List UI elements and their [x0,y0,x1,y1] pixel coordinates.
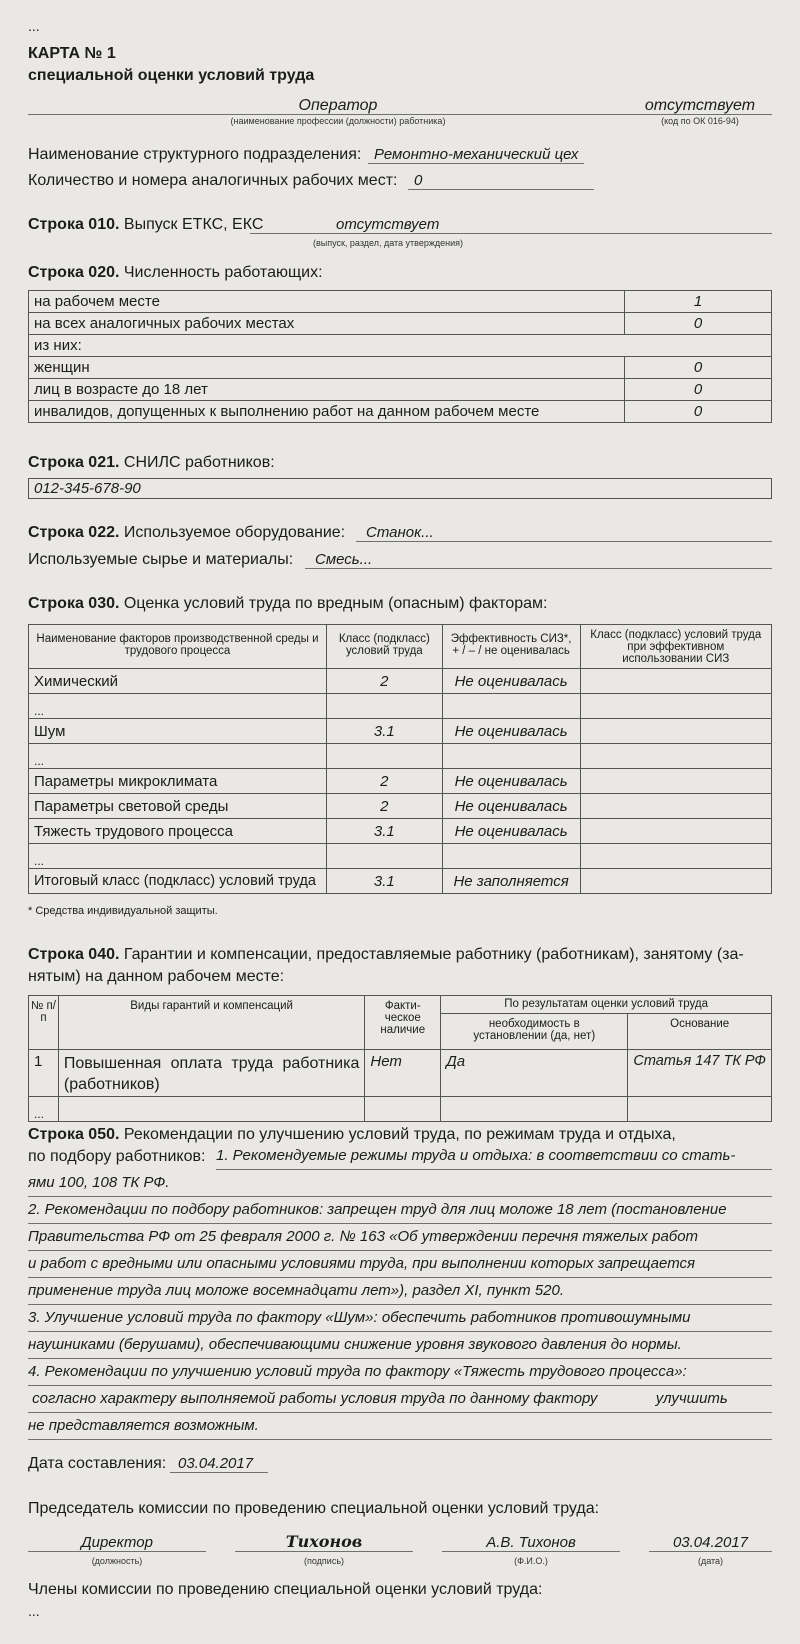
row-020-number: Строка 020. [28,264,120,281]
chairman-name[interactable]: А.В. Тихонов [442,1534,620,1552]
factor-name: Химический [29,669,327,694]
workers-row-label: инвалидов, допущенных к выполнению работ на данном рабочем месте [29,401,625,423]
workers-row-label: на всех аналогичных рабочих местах [29,313,625,335]
factor-name: Тяжесть трудового процесса [29,819,327,844]
table-row [29,794,772,819]
chairman-date-caption: (дата) [697,1556,724,1566]
guarantee-kind: Повышенная оплата труда работника (работников) [58,1050,365,1097]
materials-label: Используемые сырье и материалы: [28,551,294,568]
factor-class[interactable] [326,694,442,719]
guarantee-need[interactable]: Да [441,1050,628,1097]
workers-row-label: из них: [29,335,772,357]
factor-name: Шум [29,719,327,744]
row-040-text: Гарантии и компенсации, предоставляемые работнику (работникам), занятому (за- [123,946,744,963]
document-title: КАРТА № 1 [28,45,116,62]
row-010-number: Строка 010. [28,216,120,233]
row-020-label [28,264,323,282]
snils-field[interactable]: 012-345-678-90 [28,478,772,499]
guarantee-basis[interactable] [628,1097,772,1122]
factor-class-siz[interactable] [580,744,771,769]
factor-class[interactable]: 2 [326,669,442,694]
row-021-text: СНИЛС работников: [123,454,275,471]
factor-class-siz[interactable] [580,844,771,869]
table-row [29,669,772,694]
factor-class[interactable]: 3.1 [326,819,442,844]
workers-row-label: лиц в возрасте до 18 лет [29,379,625,401]
header-num: № п/п [29,996,59,1050]
recommendation-line[interactable]: применение труда лиц моложе восемнадцати лет»), раздел XI, пункт 520. [28,1279,772,1305]
factor-class[interactable]: 2 [326,794,442,819]
header-basis: Основание [628,1014,772,1050]
table-row [29,401,772,423]
factor-class[interactable] [326,744,442,769]
chairman-position-caption: (должность) [91,1556,143,1566]
row-050-number: Строка 050. [28,1126,120,1143]
header-kind: Виды гарантий и компенсаций [58,996,365,1050]
row-010-value[interactable]: отсутствует [250,216,772,234]
recommendation-line[interactable]: 2. Рекомендации по подбору работников: запрещен труд для лиц моложе 18 лет (постановление [28,1198,772,1224]
profession-code-value[interactable]: отсутствует [644,97,756,114]
profession-value[interactable]: Оператор [298,97,378,114]
recommendation-line[interactable]: ями 100, 108 ТК РФ. [28,1171,772,1197]
workers-row-label: женщин [29,357,625,379]
row-040-label [28,946,772,964]
table-row [29,313,772,335]
factor-efficiency[interactable]: Не оценивалась [442,794,580,819]
table-row [29,1050,772,1097]
guarantee-need[interactable] [441,1097,628,1122]
row-022-number: Строка 022. [28,524,120,541]
row-022-text: Используемое оборудование: [123,524,346,541]
workers-row-value[interactable]: 1 [625,291,772,313]
factor-name: Итоговый класс (подкласс) условий труда [29,869,327,894]
materials-value[interactable]: Смесь... [305,551,772,569]
document-subtitle: специальной оценки условий труда [28,67,315,84]
workers-row-value[interactable]: 0 [625,357,772,379]
factors-header-row [29,625,772,669]
analog-places-value[interactable]: 0 [408,172,594,190]
row-010-caption: (выпуск, раздел, дата утверждения) [312,238,464,248]
factor-name: Параметры световой среды [29,794,327,819]
guarantee-num: 1 [29,1050,59,1097]
factor-class-siz[interactable] [580,794,771,819]
ellipsis-top: ... [28,18,40,34]
chairman-signature-caption: (подпись) [303,1556,345,1566]
recommendation-line[interactable]: и работ с вредными или опасными условиями труда, при выполнении которых запрещается [28,1252,772,1278]
table-row [29,694,772,719]
chairman-name-caption: (Ф.И.О.) [514,1556,548,1566]
table-row [29,769,772,794]
guarantee-kind [58,1097,365,1122]
recommendation-line[interactable]: 1. Рекомендуемые режимы труда и отдыха: в соответствии со стать- [216,1144,772,1170]
header-results: По результатам оценки условий труда [441,996,772,1014]
recommendation-line[interactable]: не представляется возможным. [28,1414,772,1440]
factors-table [28,624,772,894]
chairman-date[interactable]: 03.04.2017 [649,1534,772,1552]
guarantee-actual[interactable]: Нет [365,1050,441,1097]
department-label: Наименование структурного подразделения: [28,146,362,163]
header-actual: Факти-ческое наличие [365,996,441,1050]
row-030-label [28,595,548,613]
header-class: Класс (подкласс) условий труда [326,625,442,669]
table-row [29,1097,772,1122]
workers-row-label: на рабочем месте [29,291,625,313]
row-030-text: Оценка условий труда по вредным (опасным) факторам: [123,595,548,612]
table-row [29,291,772,313]
guarantees-table [28,995,772,1122]
recommendation-line[interactable]: наушниками (берушами), обеспечивающими снижение уровня звукового давления до нормы. [28,1333,772,1359]
factor-class[interactable]: 3.1 [326,719,442,744]
workers-row-value[interactable]: 0 [625,379,772,401]
profession-caption: (наименование профессии (должности) работника) [230,116,446,126]
date-value[interactable]: 03.04.2017 [170,1455,268,1473]
table-row [29,719,772,744]
factor-class-siz[interactable] [580,719,771,744]
department-value[interactable]: Ремонтно-механический цех [368,146,584,164]
members-ellipsis: ... [28,1603,40,1619]
row-040-number: Строка 040. [28,946,120,963]
recommendation-line[interactable]: Правительства РФ от 25 февраля 2000 г. № 163 «Об утверждении перечня тяжелых работ [28,1225,772,1251]
guarantee-actual[interactable] [365,1097,441,1122]
header-factor: Наименование факторов производственной среды и трудового процесса [29,625,327,669]
factor-name: ... [29,744,327,769]
workers-row-value[interactable]: 0 [625,401,772,423]
chairman-position[interactable]: Директор [28,1534,206,1552]
workers-count-table [28,290,772,423]
analog-places-label: Количество и номера аналогичных рабочих мест: [28,172,398,189]
row-050-label [28,1126,676,1144]
siz-footnote: * Средства индивидуальной защиты. [28,905,218,917]
table-row [29,335,772,357]
table-row [29,844,772,869]
factor-class-siz[interactable] [580,669,771,694]
row-010-text: Выпуск ЕТКС, ЕКС [123,216,264,233]
table-row [29,379,772,401]
factor-efficiency[interactable]: Не оценивалась [442,719,580,744]
factor-efficiency[interactable]: Не оценивалась [442,769,580,794]
header-need: необходимость в установлении (да, нет) [441,1014,628,1050]
row-050-text: Рекомендации по улучшению условий труда, по режимам труда и отдыха, [123,1126,676,1143]
recommendation-line[interactable]: 3. Улучшение условий труда по фактору «Шум»: обеспечить работников противошумными [28,1306,772,1332]
factor-efficiency[interactable] [442,844,580,869]
factor-efficiency[interactable] [442,744,580,769]
factor-class-siz[interactable] [580,694,771,719]
guarantee-num: ... [29,1097,59,1122]
row-022-label [28,524,345,542]
row-020-text: Численность работающих: [123,264,323,281]
recommendation-line[interactable]: 4. Рекомендации по улучшению условий труда по фактору «Тяжесть трудового процесса»: [28,1360,772,1386]
chairman-label: Председатель комиссии по проведению специальной оценки условий труда: [28,1500,600,1517]
members-label: Члены комиссии по проведению специальной оценки условий труда: [28,1581,543,1598]
row-021-label [28,454,275,472]
date-label: Дата составления: [28,1455,167,1472]
table-row [29,357,772,379]
row-030-number: Строка 030. [28,595,120,612]
workers-row-value[interactable]: 0 [625,313,772,335]
factor-name: ... [29,694,327,719]
guarantee-basis[interactable]: Статья 147 ТК РФ [628,1050,772,1097]
table-row [29,819,772,844]
row-010-label [28,216,263,234]
factor-name: Параметры микроклимата [29,769,327,794]
table-row [29,744,772,769]
profession-code-caption: (код по ОК 016-94) [661,116,739,126]
factor-efficiency[interactable]: Не оценивалась [442,669,580,694]
factor-class[interactable]: 3.1 [326,869,442,894]
guarantees-header-row [29,996,772,1014]
factor-name: ... [29,844,327,869]
row-040-text-cont: нятым) на данном рабочем месте: [28,968,285,985]
table-row-total [29,869,772,894]
factor-efficiency[interactable]: Не заполняется [442,869,580,894]
factor-class-siz[interactable] [580,869,771,894]
header-class-siz: Класс (подкласс) условий труда при эффективном использовании СИЗ [580,625,771,669]
equipment-value[interactable]: Станок... [356,524,772,542]
factor-efficiency[interactable]: Не оценивалась [442,819,580,844]
row-050-text-cont: по подбору работников: [28,1148,206,1165]
factor-class-siz[interactable] [580,769,771,794]
recommendation-line[interactable]: согласно характеру выполняемой работы условия труда по данному фактору улучшить [28,1387,772,1413]
chairman-signature[interactable]: Тихонов [235,1532,413,1552]
factor-class-siz[interactable] [580,819,771,844]
factor-class[interactable] [326,844,442,869]
factor-class[interactable]: 2 [326,769,442,794]
factor-efficiency[interactable] [442,694,580,719]
row-021-number: Строка 021. [28,454,120,471]
header-efficiency: Эффективность СИЗ*, + / – / не оценивалась [442,625,580,669]
